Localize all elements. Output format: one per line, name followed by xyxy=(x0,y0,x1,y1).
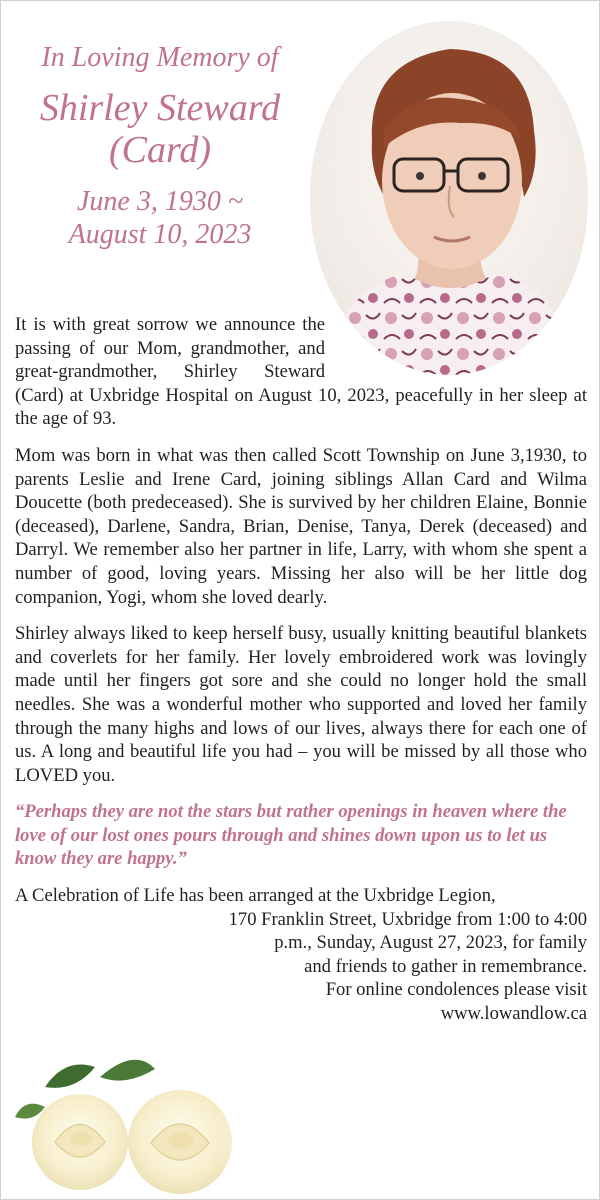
deceased-name xyxy=(15,87,305,171)
deceased-name-line: Shirley Steward xyxy=(39,87,281,129)
roses-illustration xyxy=(5,1047,255,1197)
remembrance-paragraph: Shirley always liked to keep herself busy, usually knitting beautiful blankets and coverlets for her family. Her lovely embroidered work was lovingly made until her fingers got sore and she could no longer hold the small needles. She was a wonderful mother who supported and loved her family through the many highs and lows of our lives, always there for each one of us. A long and beautiful life you had – you will be missed by all those who LOVED you. xyxy=(15,623,587,786)
obituary-body xyxy=(15,313,587,1039)
celebration-line: 170 Franklin Street, Uxbridge from 1:00 to 4:00 xyxy=(228,908,587,930)
announcement-paragraph: It is with great sorrow we announce the passing of our Mom, grandmother, and great-grandmother, Shirley Steward (Card) at Uxbridge Hospital on August 10, 2023, peacefully in her sleep at the age of 93. xyxy=(15,314,587,430)
memorial-quote: “Perhaps they are not the stars but rather openings in heaven where the love of our lost ones pours through and shines down upon us to let us know they are happy.” xyxy=(15,801,567,870)
celebration-line: and friends to gather in remembrance. xyxy=(304,955,587,977)
photo-wrap-spacer xyxy=(325,313,587,379)
celebration-line: p.m., Sunday, August 27, 2023, for family xyxy=(274,932,587,954)
birth-date: June 3, 1930 ~ xyxy=(76,186,243,217)
in-loving-memory-heading: In Loving Memory of xyxy=(41,42,279,73)
maiden-name-line: (Card) xyxy=(108,129,212,171)
celebration-of-life xyxy=(15,884,587,1026)
life-dates xyxy=(15,185,305,251)
family-paragraph: Mom was born in what was then called Scott Township on June 3,1930, to parents Leslie and Irene Card, joining siblings Allan Card and Wilma Doucette (both predeceased). She is survived by her children Elaine, Bonnie (deceased), Darlene, Sandra, Brian, Denise, Tanya, Derek (deceased) and Darryl. We remember also her partner in life, Larry, with whom she spent a number of good, loving years. Missing her also will be her little dog companion, Yogi, whom she loved dearly. xyxy=(15,444,587,608)
celebration-line: For online condolences please visit xyxy=(325,979,587,1001)
condolences-website: www.lowandlow.ca xyxy=(440,1003,587,1025)
obituary-header xyxy=(15,41,305,251)
white-roses-image xyxy=(5,1047,255,1197)
death-date: August 10, 2023 xyxy=(68,219,252,250)
celebration-line: A Celebration of Life has been arranged at the Uxbridge Legion, xyxy=(15,885,496,907)
